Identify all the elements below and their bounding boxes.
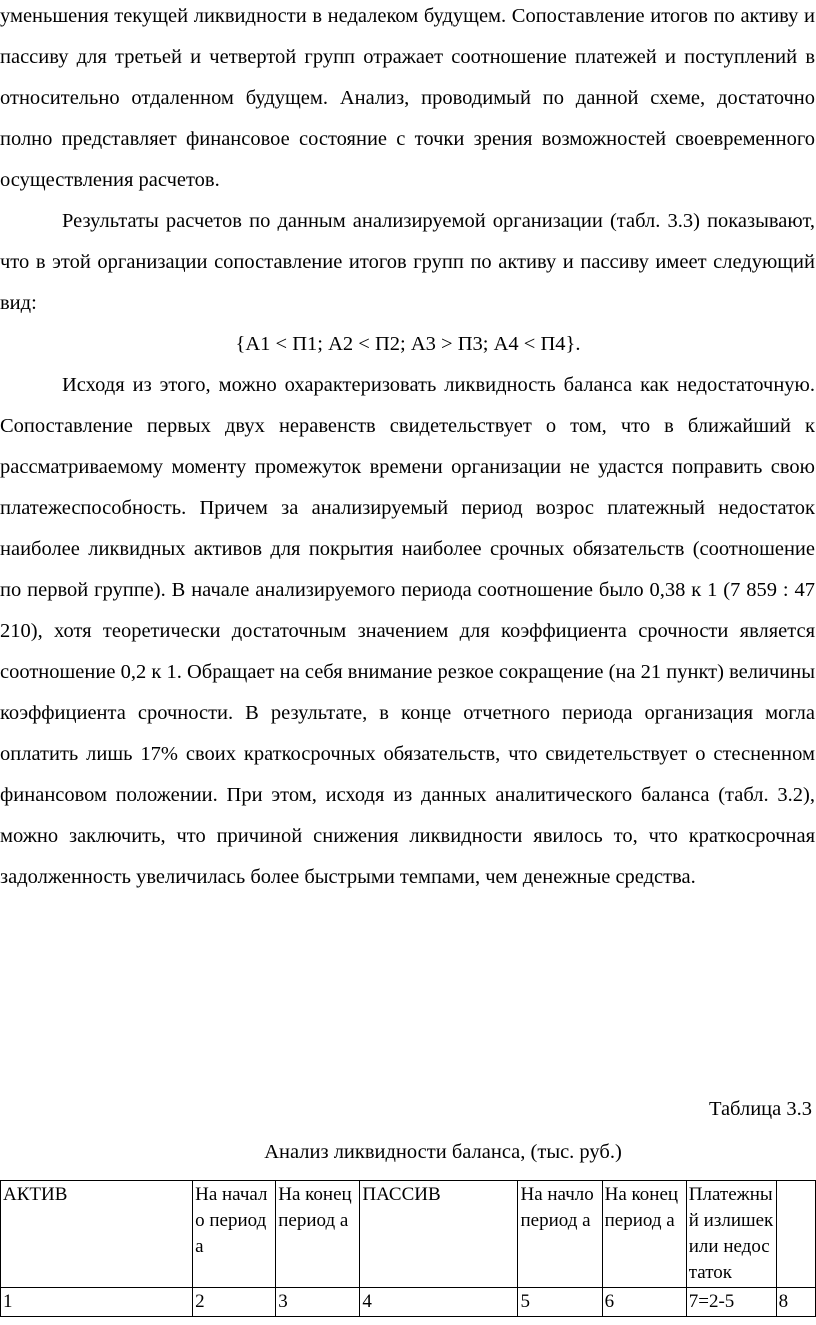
header-cell-active-end: На конец период а — [276, 1181, 360, 1288]
number-cell: 7=2-5 — [686, 1288, 776, 1317]
number-cell: 5 — [518, 1288, 602, 1317]
header-cell-passive-start: На начло период а — [518, 1181, 602, 1288]
number-cell: 6 — [602, 1288, 686, 1317]
header-cell-payment-balance: Платежный излишек или недостаток — [686, 1181, 776, 1288]
paragraph-2: Результаты расчетов по данным анализируемой организации (табл. 3.3) показывают, что в этой организации сопоставление итогов групп по активу и пассиву имеет следующий вид: — [0, 210, 815, 314]
number-cell: 3 — [276, 1288, 360, 1317]
liquidity-table — [0, 1180, 816, 1317]
table-number-row — [1, 1288, 816, 1317]
header-cell-extra — [776, 1181, 815, 1288]
paragraph-3: Исходя из этого, можно охарактеризовать ликвидность баланса как недостаточную. Сопоставление первых двух неравенств свидетельствует о том, что в ближайший к рассматриваемому моменту промежуток времени организации не удастся поправить свою платежеспособность. Причем за анализируемый период возрос платежный недостаток наиболее ликвидных активов для покрытия наиболее срочных обязательств (соотношение по первой группе). В начале анализируемого периода соотношение было 0,38 к 1 (7 859 : 47 210), хотя теоретически достаточным значением для коэффициента срочности является соотношение 0,2 к 1. Обращает на себя внимание резкое сокращение (на 21 пункт) величины коэффициента срочности. В результате, в конце отчетного периода организация могла оплатить лишь 17% своих краткосрочных обязательств, что свидетельствует о стесненном финансовом положении. При этом, исходя из данных аналитического баланса (табл. 3.2), можно заключить, что причиной снижения ликвидности явилось то, что краткосрочная задолженность увеличилась более быстрыми темпами, чем денежные средства. — [0, 374, 815, 888]
header-cell-passive-end: На конец период а — [602, 1181, 686, 1288]
paragraph-1: уменьшения текущей ликвидности в недалеком будущем. Сопоставление итогов по активу и пассиву для третьей и четвертой групп отражает соотношение платежей и поступлений в относительно отдаленном будущем. Анализ, проводимый по данной схеме, достаточно полно представляет финансовое состояние с точки зрения возможностей своевременного осуществления расчетов. — [0, 5, 815, 191]
liquidity-formula: {А1 < П1; А2 < П2; А3 > П3; А4 < П4}. — [235, 333, 581, 355]
table-header-row — [1, 1181, 816, 1288]
header-cell-active: АКТИВ — [1, 1181, 193, 1288]
number-cell: 2 — [193, 1288, 276, 1317]
header-cell-active-start: На начало период а — [193, 1181, 276, 1288]
header-cell-passive: ПАССИВ — [360, 1181, 518, 1288]
number-cell: 1 — [1, 1288, 193, 1317]
number-cell: 4 — [360, 1288, 518, 1317]
number-cell: 8 — [776, 1288, 815, 1317]
table-title: Анализ ликвидности баланса, (тыс. руб.) — [264, 1141, 622, 1163]
table-number-label: Таблица 3.3 — [708, 1098, 812, 1120]
